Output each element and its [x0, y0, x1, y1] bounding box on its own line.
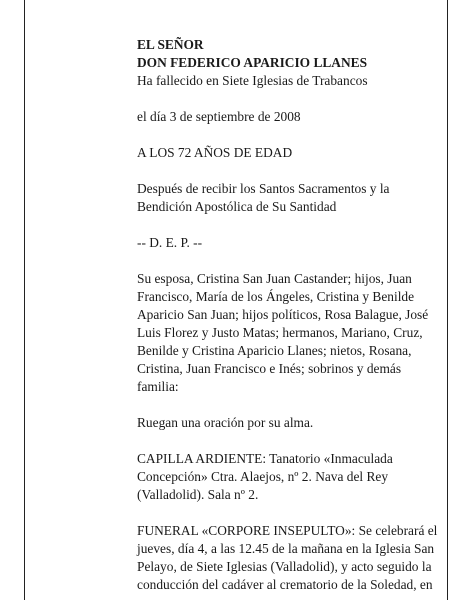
age-block: [137, 144, 449, 162]
sacraments-line: Bendición Apostólica de Su Santidad: [137, 199, 337, 214]
family-line: Luis Florez y Justo Matas; hermanos, Mariano, Cruz,: [137, 325, 423, 340]
chapel-line: Concepción» Ctra. Alaejos, nº 2. Nava del Rey: [137, 469, 389, 484]
title-line-2: DON FEDERICO APARICIO LLANES: [137, 55, 368, 70]
age-line: A LOS 72 AÑOS DE EDAD: [137, 145, 293, 160]
document-page: [24, 0, 448, 600]
family-line: Su esposa, Cristina San Juan Castander; hijos, Juan: [137, 271, 412, 286]
chapel-block: [137, 450, 449, 504]
family-line: Cristina, Juan Francisco e Inés; sobrinos y demás: [137, 361, 402, 376]
prayer-line: Ruegan una oración por su alma.: [137, 415, 314, 430]
funeral-line: Pelayo, de Siete Iglesias (Valladolid), y acto seguido la: [137, 559, 432, 574]
header-block: [137, 36, 449, 90]
funeral-line: conducción del cadáver al crematorio de la Soledad, en: [137, 577, 433, 592]
died-in-line: Ha fallecido en Siete Iglesias de Trabancos: [137, 73, 368, 88]
obituary-text: [137, 36, 449, 612]
prayer-block: [137, 414, 449, 432]
family-line: Francisco, María de los Ángeles, Cristina y Benilde: [137, 289, 415, 304]
sacraments-line: Después de recibir los Santos Sacramentos y la: [137, 181, 390, 196]
funeral-line: jueves, día 4, a las 12.45 de la mañana en la Iglesia San: [137, 541, 435, 556]
chapel-line: CAPILLA ARDIENTE: Tanatorio «Inmaculada: [137, 451, 393, 466]
sacraments-block: [137, 180, 449, 216]
date-line: el día 3 de septiembre de 2008: [137, 109, 301, 124]
funeral-block: [137, 522, 449, 594]
rip-line: -- D. E. P. --: [137, 235, 203, 250]
family-line: familia:: [137, 379, 179, 394]
rip-block: [137, 234, 449, 252]
title-line-1: EL SEÑOR: [137, 37, 204, 52]
chapel-line: (Valladolid). Sala nº 2.: [137, 487, 259, 502]
date-block: [137, 108, 449, 126]
family-block: [137, 270, 449, 396]
family-line: Benilde y Cristina Aparicio Llanes; nietos, Rosana,: [137, 343, 412, 358]
funeral-line: FUNERAL «CORPORE INSEPULTO»: Se celebrará el: [137, 523, 438, 538]
family-line: Aparicio San Juan; hijos políticos, Rosa Balague, José: [137, 307, 429, 322]
